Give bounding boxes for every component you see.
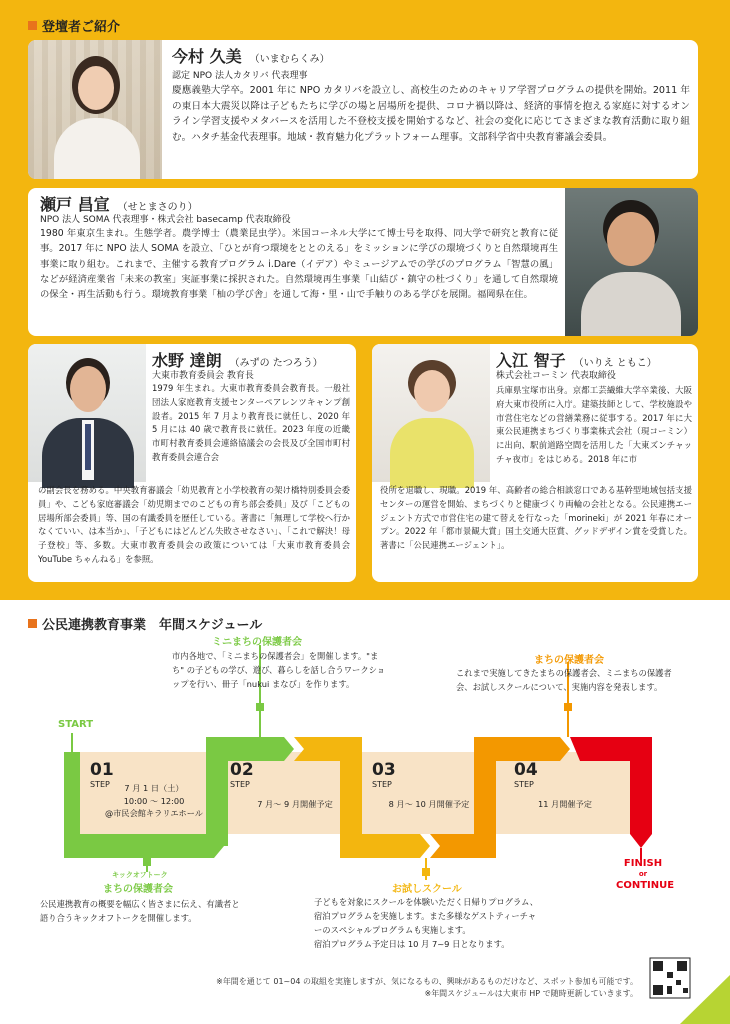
- event-trial-title: お試しスクール: [392, 884, 462, 895]
- step-detail: 8 月～ 10 月開催予定: [388, 799, 470, 809]
- event-kickoff-title: まちの保護者会: [103, 884, 173, 895]
- event-trial-date: 宿泊プログラム予定日は 10 月 7~9 日となります。: [314, 939, 510, 949]
- speaker-role: 株式会社コーミン 代表取締役: [496, 371, 616, 381]
- step-detail: 11 月開催予定: [538, 799, 592, 809]
- speaker-bio-cont: の副会長を務める。中央教育審議会「幼児教育と小学校教育の架け橋特別委員会委員」や、こども家庭審議会「幼児期までのこどもの育ち部会委員」及び「こどもの居場所部会委員」等、国の有識委員を歴任している。著書に「無理して学校へ行かなくていい、は本当か」、「子どもにはどんどん失敗させなさい」、「これで解決！母子登校」等、多数。大東市教育委員会の政策については「大東市教育委員会 YouTube ちゃんねる」を参照。: [38, 485, 350, 564]
- event-kickoff-desc: 公民連携教育の概要を幅広く皆さまに伝え、有識者と語り合うキックオフトークを開催します。: [40, 899, 240, 923]
- speaker-name: 瀬戸 昌宣 （せとまさのり）: [40, 195, 198, 214]
- step-number: 01: [90, 760, 114, 780]
- speaker-bio: 慶應義塾大学卒。2001 年に NPO カタリバを設立し、高校生のためのキャリア学習プログラムの提供を開始。2011 年の東日本大震災以降は子どもたちに学びの場と居場所を提供、コロナ禍以降は、経済的事情を抱える家庭に対するオンライン学習支援やメタバースを活用した不登校支援を開始するなど、社会の変化に応じてさまざまな教育活動に取り組む。ハタチ基金代表理事。地域・教育魅力化プラットフォーム理事。文部科学省中央教育審議会委員。: [172, 85, 690, 143]
- step-number: 02: [230, 760, 254, 780]
- speaker-role: 認定 NPO 法人カタリバ 代表理事: [172, 71, 308, 81]
- finish-label: FINISH or CONTINUE: [616, 858, 675, 891]
- event-mini-desc: 市内各地で、「ミニまちの保護者会」を開催します。"まち" の子どもの学び、遊び、暮らしを話し合うワークショップを行い、冊子「nukui まなび」を作ります。: [172, 651, 386, 689]
- step-detail: 7 月 1 日（土） 10:00 ～ 12:00 @市民会館キラリエホール: [105, 783, 203, 818]
- speaker-bio: 兵庫県宝塚市出身。京都工芸繊維大学卒業後、大阪府大東市役所に入庁。建築技師として、学校施設や市営住宅などの営繕業務に従事する。2017 年に大東公民連携まちづくり事業株式会社（現コーミン）に出向、駅前道路空間を活用した「大東ズンチャッチャ夜市」をはじめる。2018 年に市: [496, 385, 692, 464]
- event-final-desc: これまで実施してきたまちの保護者会、ミニまちの保護者会、お試しスクールについて、実施内容を発表します。: [456, 668, 672, 692]
- step-label: STEP: [90, 780, 110, 789]
- event-mini-title: ミニまちの保護者会: [212, 637, 302, 648]
- step-label: STEP: [230, 780, 250, 789]
- event-kickoff-small: キックオフトーク: [112, 871, 168, 879]
- step-number: 03: [372, 760, 396, 780]
- speaker-name: 水野 達朗 （みずの たつろう）: [152, 351, 323, 370]
- qr-code-icon: [650, 958, 690, 998]
- speaker-role: 大東市教育委員会 教育長: [152, 371, 254, 381]
- speaker-name: 入江 智子 （いりえ ともこ）: [496, 351, 657, 370]
- start-label: START: [58, 719, 94, 730]
- footnote: ※年間を通じて 01~04 の取組を実施しますが、気になるもの、興味があるものだけなど、スポット参加も可能です。 ※年間スケジュールは大東市 HP で随時更新していきます。: [216, 977, 638, 998]
- speaker-bio: 1979 年生まれ。大東市教育委員会教育長。一般社団法人家庭教育支援センターペアレンツキャンプ創設者。2015 年 7 月より教育長に就任し、2020 年 5 月には 40 歳で教育長に就任。2023 年度の近畿市町村教育委員会連絡協議会の会長及び全国市町村教育委員会連合会: [152, 383, 350, 462]
- step-detail: 7 月～ 9 月開催予定: [257, 799, 333, 809]
- speaker-bio: 1980 年東京生まれ。生態学者。農学博士（農業昆虫学）。米国コーネル大学にて博士号を取得、同大学で研究と教育に従事。2017 年に NPO 法人 SOMA を設立、「ひとが育つ環境をととのえる」をミッションに学びの環境づくりと自然環境再生事業に取り組む。これまで、主催する教育プログラム i.Dare（イデア）やミュージアムでの学びのプログラム「智慧の風」などが経済産業省「未来の教室」実証事業に採択された。自然環境再生事業「山結び・鎮守の杜づくり」を通して自然環境の保全・再生活動も行う。環境教育事業「杣の学び舎」を通して海・里・山で手触りのある学びを展開。福岡県在住。: [40, 228, 558, 301]
- step-label: STEP: [372, 780, 392, 789]
- speaker-name: 今村 久美 （いまむらくみ）: [172, 47, 330, 66]
- section-title-schedule: 公民連携教育事業 年間スケジュール: [28, 614, 262, 633]
- event-trial-desc: 子どもを対象にスクールを体験いただく日帰りプログラム、宿泊プログラムを実施します。また多様なゲストティーチャーのスペシャルプログラムも実施します。: [314, 897, 539, 935]
- speaker-bio-cont: 役所を退職し、現職。2019 年、高齢者の総合相談窓口である基幹型地域包括支援センターの運営を開始、まちづくりと健康づくり両輪の会社となる。公民連携エージェント方式で市営住宅の建て替えを行なった「morineki」が 2021 年春にオープン。2022 年「都市景観大賞」国土交通大臣賞、グッドデザイン賞を受賞した。著書に「公民連携エージェント」。: [380, 485, 692, 551]
- step-label: STEP: [514, 780, 534, 789]
- section-title-speakers: 登壇者ご紹介: [28, 16, 120, 35]
- event-final-title: まちの保護者会: [534, 655, 604, 666]
- step-number: 04: [514, 760, 538, 780]
- speaker-role: NPO 法人 SOMA 代表理事・株式会社 basecamp 代表取締役: [40, 215, 291, 225]
